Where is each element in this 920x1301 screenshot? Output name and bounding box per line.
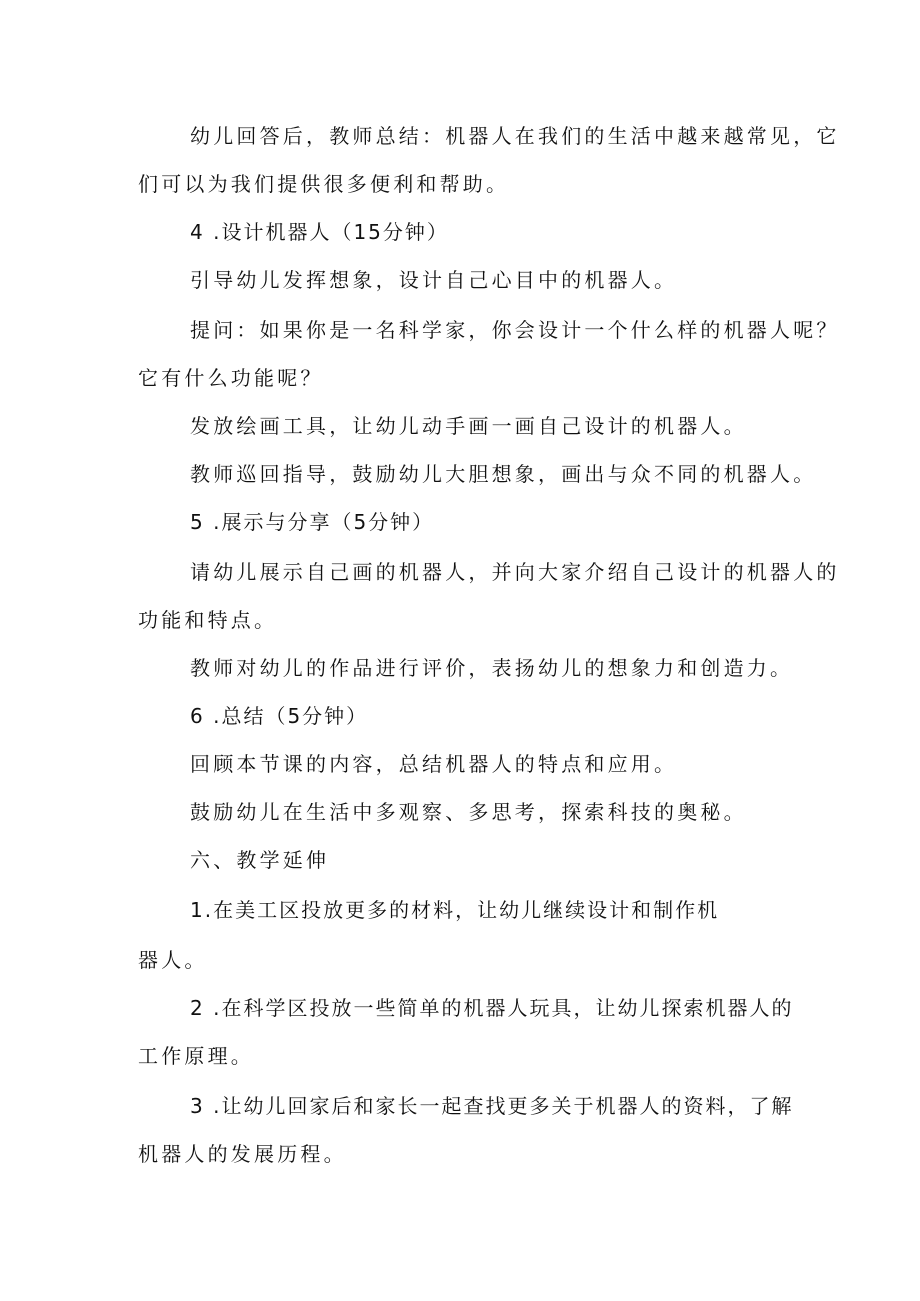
paragraph-line: 鼓励幼儿在生活中多观察、多思考，探索科技的奥秘。 — [190, 800, 747, 824]
section-heading: 4 .设计机器人（15分钟） — [190, 220, 449, 244]
section-heading: 六、教学延伸 — [190, 848, 330, 872]
paragraph-line: 回顾本节课的内容，总结机器人的特点和应用。 — [190, 752, 678, 776]
paragraph-line: 教师巡回指导，鼓励幼儿大胆想象，画出与众不同的机器人。 — [190, 462, 817, 486]
section-heading: 6 .总结（5分钟） — [190, 704, 369, 728]
paragraph-line: 们可以为我们提供很多便利和帮助。 — [138, 172, 510, 196]
section-heading: 5 .展示与分享（5分钟） — [190, 510, 435, 534]
paragraph-line: 发放绘画工具，让幼儿动手画一画自己设计的机器人。 — [190, 414, 747, 438]
paragraph-line: 引导幼儿发挥想象，设计自己心目中的机器人。 — [190, 268, 678, 292]
paragraph-line: 幼儿回答后，教师总结：机器人在我们的生活中越来越常见，它 — [190, 124, 840, 148]
list-item-line: 2 .在科学区投放一些简单的机器人玩具，让幼儿探索机器人的 — [190, 996, 794, 1020]
list-item-line: 3 .让幼儿回家后和家长一起查找更多关于机器人的资料，了解 — [190, 1094, 794, 1118]
paragraph-line: 功能和特点。 — [138, 608, 278, 632]
list-item-line: 工作原理。 — [138, 1044, 254, 1068]
paragraph-line: 它有什么功能呢？ — [138, 366, 324, 390]
list-item-line: 机器人的发展历程。 — [138, 1142, 347, 1166]
list-item-line: 1.在美工区投放更多的材料，让幼儿继续设计和制作机 — [190, 898, 720, 922]
paragraph-line: 请幼儿展示自己画的机器人，并向大家介绍自己设计的机器人的 — [190, 560, 840, 584]
paragraph-line: 教师对幼儿的作品进行评价，表扬幼儿的想象力和创造力。 — [190, 656, 794, 680]
list-item-line: 器人。 — [138, 948, 208, 972]
paragraph-line: 提问：如果你是一名科学家，你会设计一个什么样的机器人呢？ — [190, 318, 840, 342]
